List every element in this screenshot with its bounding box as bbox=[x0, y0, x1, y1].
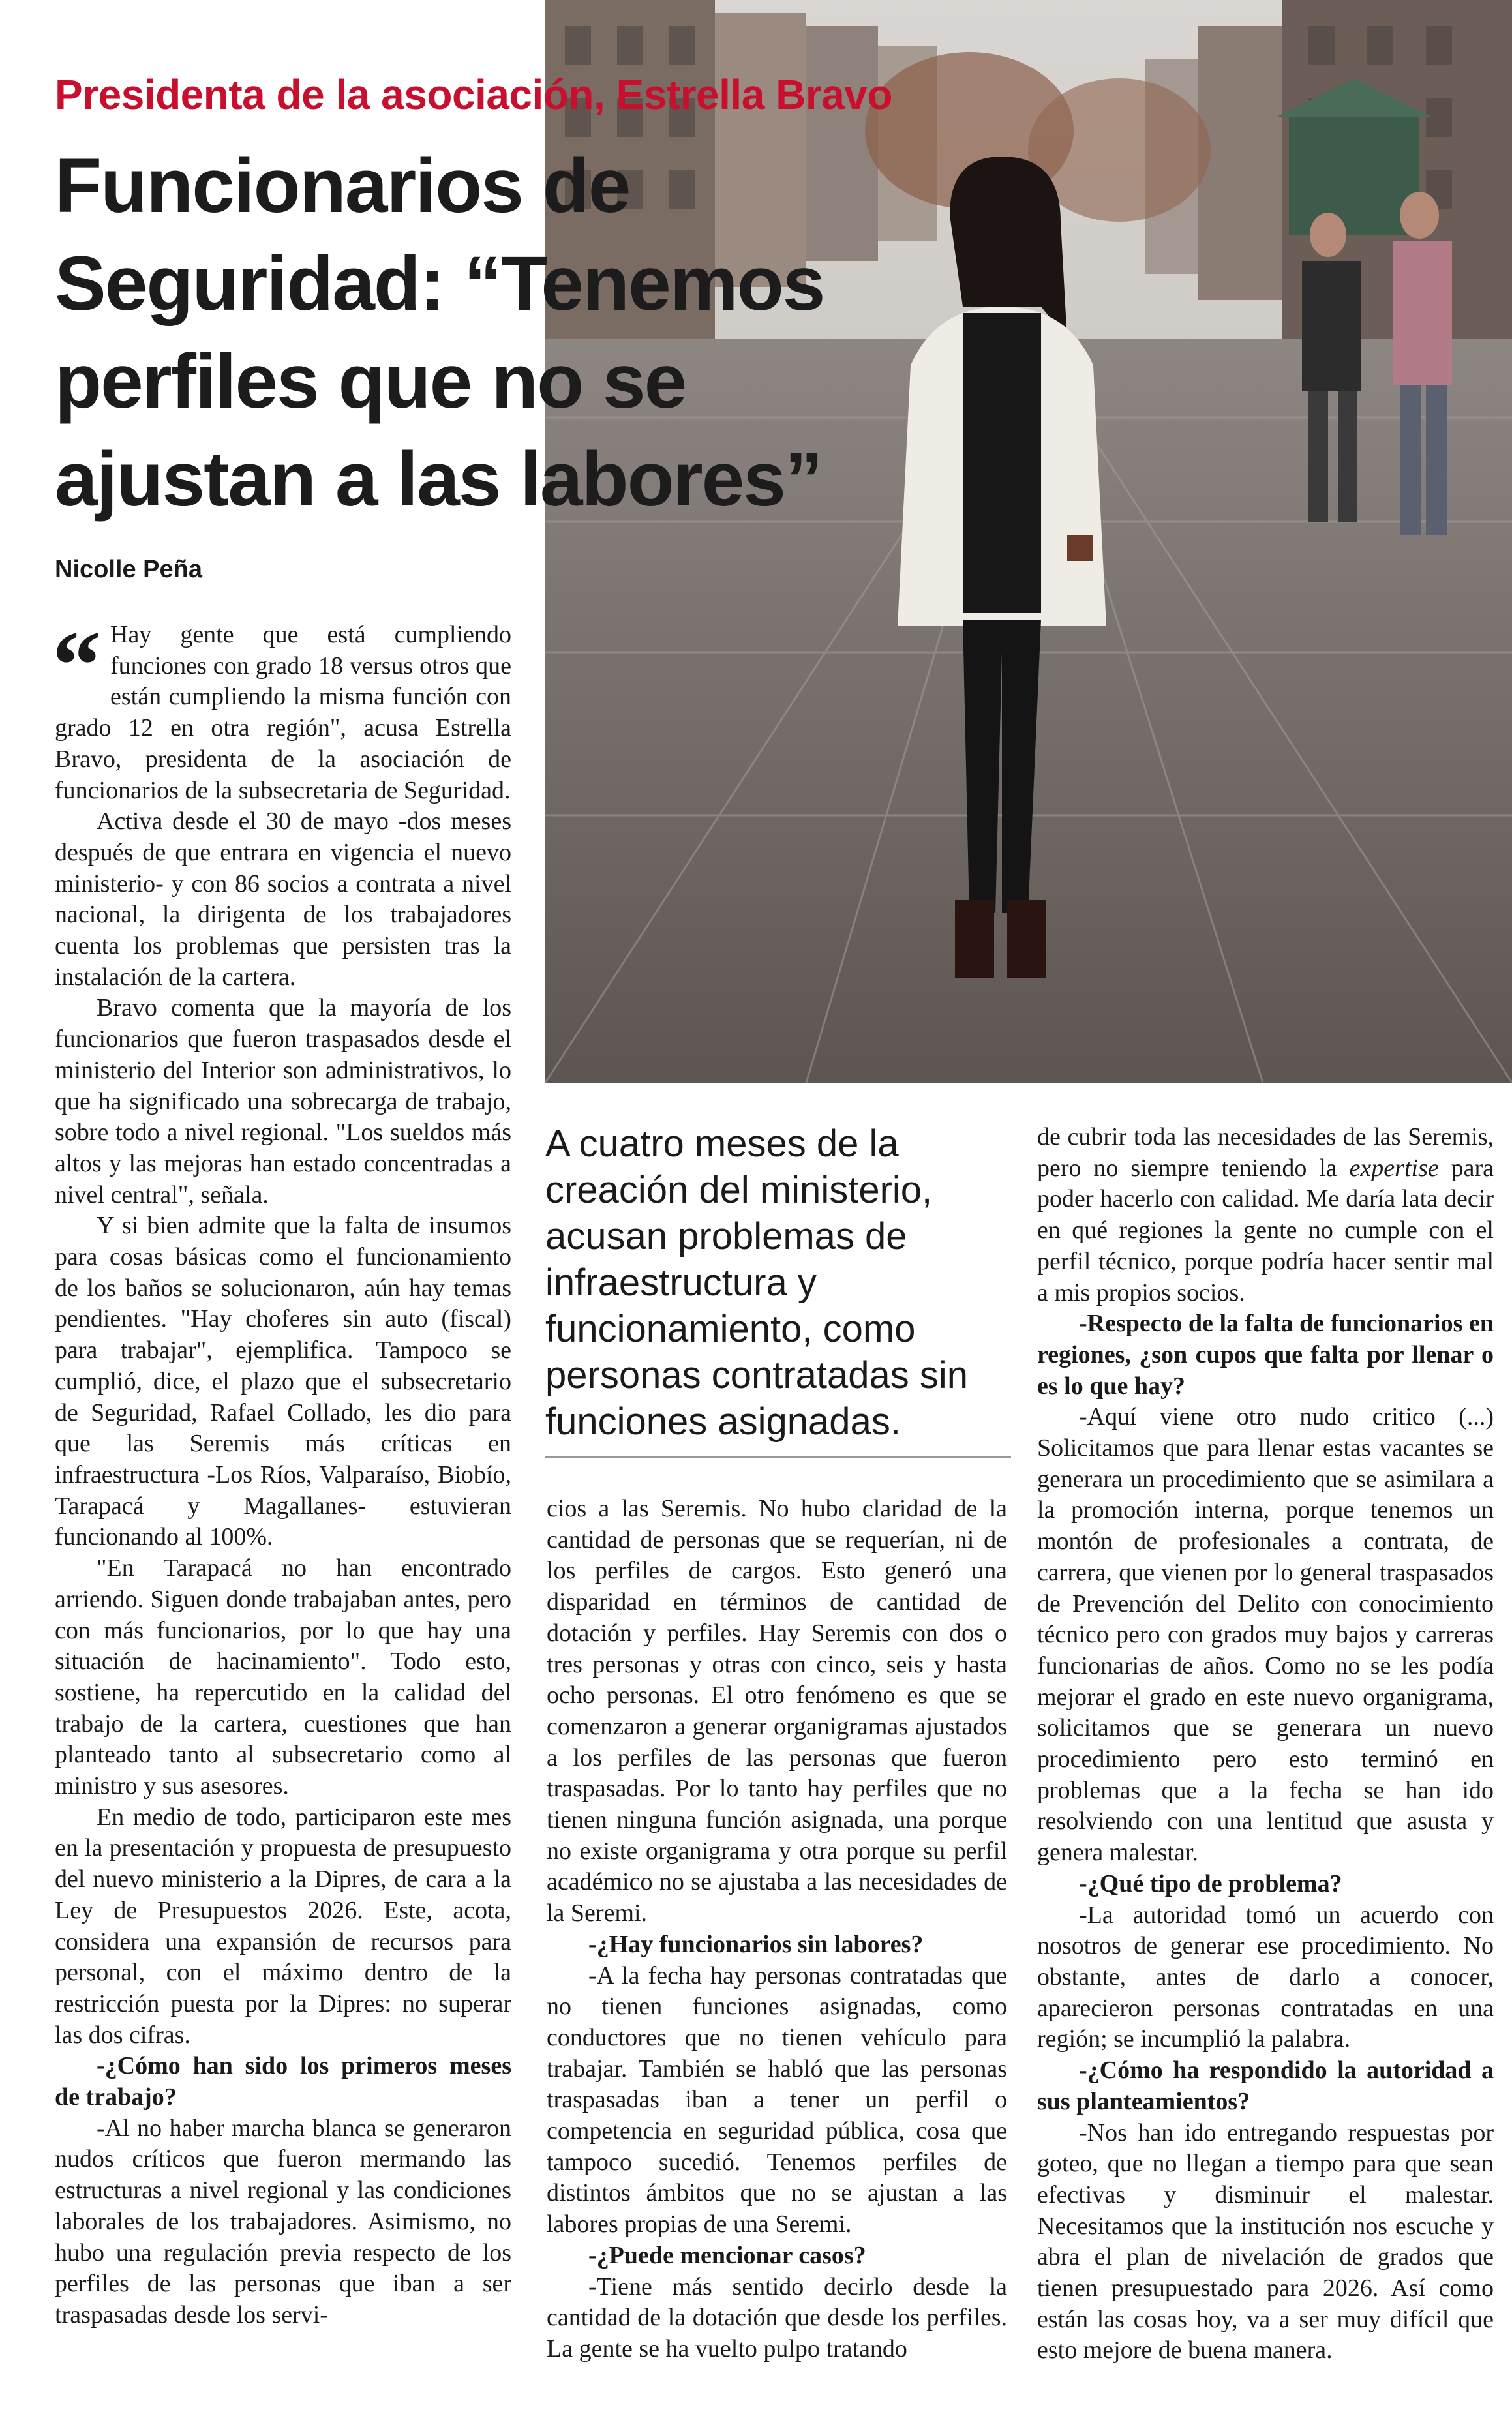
drop-quote-mark: “ bbox=[52, 611, 101, 719]
paragraph: Bravo comenta que la mayoría de los funcionarios que fueron traspasados desde el ministerio del Interior son administrativos, lo que ha significado una sobrecarga de trabajo, sobre todo a nivel regional. "Los sueldos más altos y las mejoras han estado concentradas a nivel central", señala. bbox=[55, 994, 511, 1209]
column-2 bbox=[547, 1494, 1007, 2365]
paragraph: -Nos han ido entregando respuestas por goteo, que no llegan a tiempo para que sean efectivas y disminuir el malestar. Necesitamos que la institución nos escuche y abra el plan de nivelación de grados que tienen presupuestado para 2026. Así como están las cosas hoy, va a ser muy difícil que esto mejore de buena manera. bbox=[1037, 2119, 1494, 2364]
paragraph: Y si bien admite que la falta de insumos para cosas básicas como el funcionamiento de los baños se solucionaron, aún hay temas pendientes. "Hay choferes sin auto (fiscal) para trabajar", ejemplifica. Tampoco se cumplió, dice, el plazo que el subsecretario de Seguridad, Rafael Collado, les dio para que las Seremis más críticas en infraestructura -Los Ríos, Valparaíso, Biobío, Tarapacá y Magallanes- estuvieran funcionando al 100%. bbox=[55, 1212, 511, 1551]
headline bbox=[55, 137, 903, 528]
paragraph: "En Tarapacá no han encontrado arriendo. Siguen donde trabajaban antes, pero con más funcionarios, por lo que hay una situación de hacinamiento". Todo esto, sostiene, ha repercutido en la calidad del trabajo de la cartera, cuestiones que han planteado tanto al subsecretario como al ministro y sus asesores. bbox=[55, 1554, 511, 1800]
headline-line: ajustan a las labores” bbox=[55, 436, 822, 522]
headline-line: Seguridad: “Tenemos bbox=[55, 241, 824, 327]
paragraph: cios a las Seremis. No hubo claridad de la cantidad de personas que se requerían, ni de los perfiles de cargos. Esto generó una disparidad en términos de cantidad de dotación y perfiles. Hay Seremis con dos o tres personas y otras con cinco, seis y hasta ocho personas. El otro fenómeno es que se comenzaron a generar organigramas ajustados a los perfiles de las personas que fueron traspasadas. Por lo tanto hay perfiles que no tienen ninguna función asignada, una porque no existe organigrama y otra porque su perfil académico no se ajustaba a las necesidades de la Seremi. bbox=[547, 1495, 1007, 1927]
text-run: para poder hacerlo con calidad. Me daría lata decir en qué regiones la gente no cumple con el perfil técnico, porque podría hacer sentir mal a mis propios socios. bbox=[1037, 1154, 1494, 1306]
interview-question: -¿Puede mencionar casos? bbox=[588, 2241, 866, 2269]
interview-question: -¿Hay funcionarios sin labores? bbox=[588, 1930, 924, 1958]
headline-line: Funcionarios de bbox=[55, 143, 630, 229]
paragraph: -A la fecha hay personas contratadas que no tienen funciones asignadas, como conductores que no tienen vehículo para trabajar. También se habló que las personas traspasadas iban a tener un perfil o competencia en seguridad pública, cosa que tampoco sucedió. Tenemos perfiles de distintos ámbitos que no se ajustan a las labores propias de una Seremi. bbox=[547, 1961, 1007, 2239]
interview-question: -¿Qué tipo de problema? bbox=[1079, 1869, 1342, 1897]
pull-quote-divider bbox=[545, 1456, 1011, 1458]
paragraph: Hay gente que está cumpliendo funciones con grado 18 versus otros que están cumpliendo la misma función con grado 12 en otra región", acusa Estrella Bravo, presidenta de la asociación de funcionarios de la subsecretaria de Seguridad. bbox=[55, 621, 511, 804]
column-3 bbox=[1037, 1122, 1494, 2366]
headline-line: perfiles que no se bbox=[55, 339, 686, 425]
kicker: Presidenta de la asociación, Estrella Bravo bbox=[55, 71, 892, 118]
paragraph: Activa desde el 30 de mayo -dos meses después de que entrara en vigencia el nuevo ministerio- y con 86 socios a contrata a nivel nacional, la dirigenta de los trabajadores cuenta los problemas que persisten tras la instalación de la cartera. bbox=[55, 807, 511, 991]
column-1 bbox=[52, 611, 511, 2331]
italic-term: expertise bbox=[1349, 1154, 1439, 1182]
byline: Nicolle Peña bbox=[55, 556, 202, 583]
paragraph bbox=[1037, 1122, 1494, 1308]
paragraph: -Al no haber marcha blanca se generaron nudos críticos que fueron mermando las estructuras a nivel regional y las condiciones laborales de los trabajadores. Asimismo, no hubo una regulación previa respecto de los perfiles de las personas que iban a ser traspasadas desde los servi- bbox=[55, 2114, 511, 2329]
interview-question: -¿Cómo ha respondido la autoridad a sus planteamientos? bbox=[1037, 2057, 1494, 2115]
interview-question: -Respecto de la falta de funcionarios en regiones, ¿son cupos que falta por llenar o es lo que hay? bbox=[1037, 1310, 1494, 1400]
pull-quote: A cuatro meses de la creación del ministerio, acusan problemas de infraestructura y funcionamiento, como personas contratadas sin funciones asignadas. bbox=[545, 1123, 969, 1443]
interview-question: -¿Cómo han sido los primeros meses de trabajo? bbox=[55, 2052, 511, 2111]
paragraph: En medio de todo, participaron este mes en la presentación y propuesta de presupuesto del nuevo ministerio a la Dipres, de cara a la Ley de Presupuestos 2026. Este, acota, considera una expansión de recursos para personal, con el máximo dentro de la restricción puesta por la Dipres: no superar las dos cifras. bbox=[55, 1803, 511, 2049]
paragraph: -La autoridad tomó un acuerdo con nosotros de generar ese procedimiento. No obstante, antes de darlo a conocer, aparecieron personas contratadas en una región; se incumplió la palabra. bbox=[1037, 1901, 1494, 2053]
paragraph: -Aquí viene otro nudo critico (...) Solicitamos que para llenar estas vacantes se generara un procedimiento que se asimilara a la promoción interna, porque tenemos un montón de profesionales a contrata, de carrera, que vienen por lo general traspasados de Prevención del Delito con conocimiento técnico pero con grados muy bajos y carreras funcionarias de años. Como no se les podía mejorar el grado en este nuevo organigrama, solicitamos que se generara un nuevo procedimiento pero esto terminó en problemas que a la fecha se han ido resolviendo con una lentitud que asusta y genera malestar. bbox=[1037, 1403, 1494, 1867]
text-run: de cubrir toda las necesidades de las Seremis, pero no siempre teniendo la bbox=[1037, 1123, 1494, 1182]
paragraph: -Tiene más sentido decirlo desde la cantidad de la dotación que desde los perfiles. La gente se ha vuelto pulpo tratando bbox=[547, 2272, 1007, 2362]
